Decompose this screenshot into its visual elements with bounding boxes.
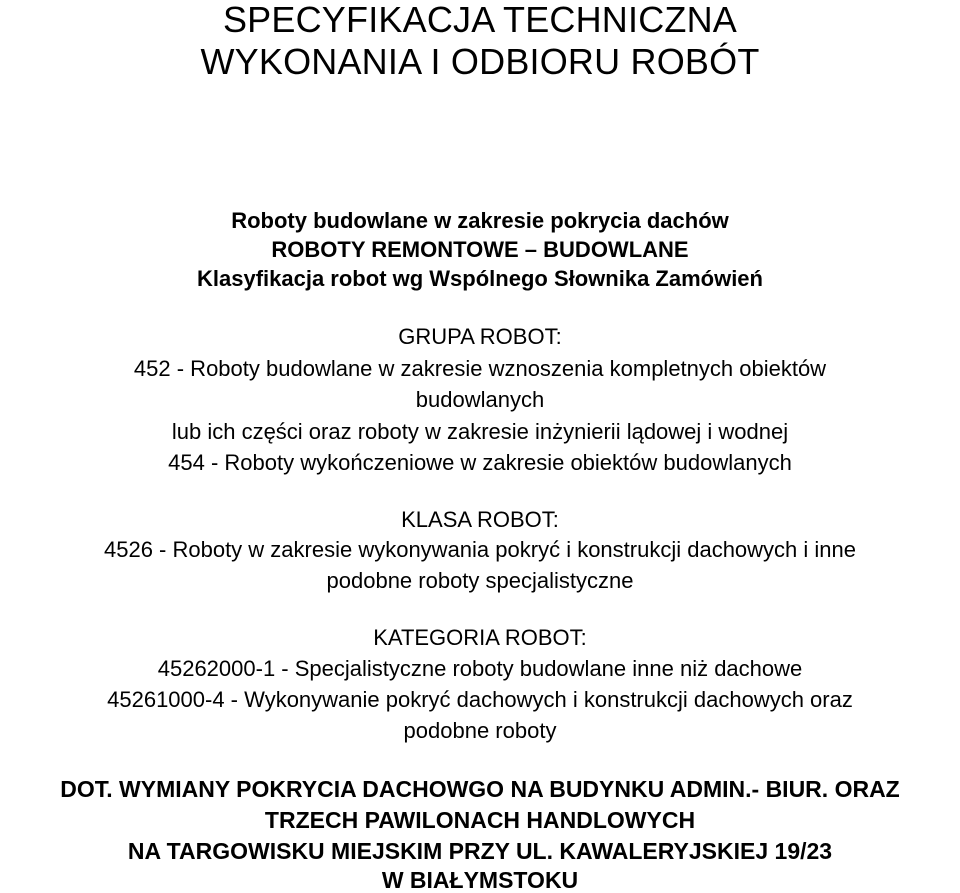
category-line-3: podobne roboty	[403, 718, 557, 743]
group-line-3: lub ich części oraz roboty w zakresie inżynierii lądowej i wodnej	[171, 419, 789, 444]
intro-line-3: Klasyfikacja robot wg Wspólnego Słownika Zamówień	[197, 266, 763, 291]
class-line-2: podobne roboty specjalistyczne	[326, 568, 634, 593]
document-title-line-2: WYKONANIA I ODBIORU ROBÓT	[200, 41, 760, 82]
subject-line-3: NA TARGOWISKU MIEJSKIM PRZY UL. KAWALERYJSKIEJ 19/23	[127, 838, 833, 864]
class-heading: KLASA ROBOT:	[401, 507, 559, 532]
group-heading: GRUPA ROBOT:	[398, 324, 562, 349]
group-line-4: 454 - Roboty wykończeniowe w zakresie obiektów budowlanych	[168, 450, 792, 475]
subject-line-2: TRZECH PAWILONACH HANDLOWYCH	[264, 807, 696, 833]
class-line-1: 4526 - Roboty w zakresie wykonywania pokryć i konstrukcji dachowych i inne	[103, 537, 856, 562]
category-heading: KATEGORIA ROBOT:	[373, 625, 587, 650]
group-line-2: budowlanych	[415, 387, 545, 412]
category-line-1: 45262000-1 - Specjalistyczne roboty budowlane inne niż dachowe	[157, 656, 803, 681]
document-title-line-1: SPECYFIKACJA TECHNICZNA	[222, 0, 738, 40]
intro-line-2: ROBOTY REMONTOWE – BUDOWLANE	[271, 237, 689, 262]
intro-line-1: Roboty budowlane w zakresie pokrycia dachów	[231, 208, 729, 233]
subject-line-4: W BIAŁYMSTOKU	[381, 867, 579, 893]
subject-line-1: DOT. WYMIANY POKRYCIA DACHOWGO NA BUDYNKU ADMIN.- BIUR. ORAZ	[60, 776, 900, 802]
category-line-2: 45261000-4 - Wykonywanie pokryć dachowych i konstrukcji dachowych oraz	[107, 687, 853, 712]
group-line-1: 452 - Roboty budowlane w zakresie wznoszenia kompletnych obiektów	[133, 356, 827, 381]
